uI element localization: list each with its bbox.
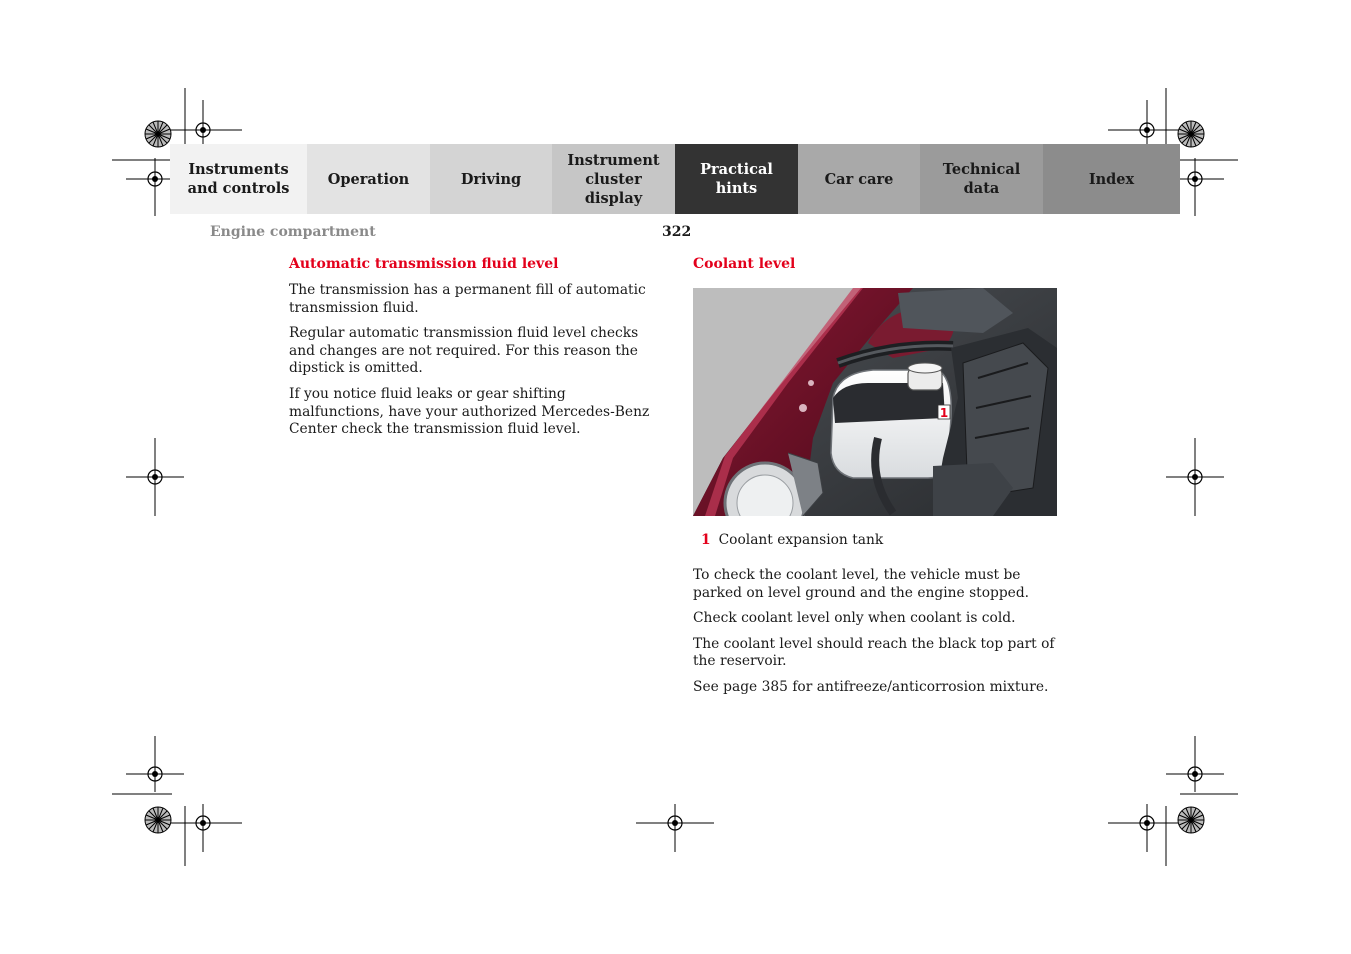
caption-text: Coolant expansion tank bbox=[718, 532, 884, 548]
figure-callout-1: 1 bbox=[939, 406, 949, 420]
paragraph: The coolant level should reach the black top part of the reservoir. bbox=[693, 635, 1055, 670]
page-number: 322 bbox=[662, 224, 692, 240]
paragraph: Regular automatic transmission fluid level checks and changes are not required. For this reason the dipstick is omitted. bbox=[289, 325, 639, 377]
paragraph: To check the coolant level, the vehicle must be parked on level ground and the engine stopped. bbox=[693, 567, 1030, 601]
tab-instrument-cluster-display[interactable]: Instrument cluster display bbox=[552, 144, 675, 214]
section-label: Engine compartment bbox=[210, 224, 376, 240]
tab-operation[interactable]: Operation bbox=[307, 144, 430, 214]
tab-driving[interactable]: Driving bbox=[430, 144, 552, 214]
heading-coolant-level: Coolant level bbox=[693, 256, 796, 272]
paragraph: If you notice fluid leaks or gear shifting malfunctions, have your authorized Mercedes-Benz Center check the transmission fluid level. bbox=[289, 385, 650, 438]
paragraph: Check coolant level only when coolant is cold. bbox=[693, 610, 1016, 627]
paragraph: The transmission has a permanent fill of automatic transmission fluid. bbox=[289, 282, 646, 316]
paragraph: See page 385 for antifreeze/anticorrosion mixture. bbox=[693, 678, 1049, 695]
tab-index[interactable]: Index bbox=[1043, 144, 1180, 214]
tab-technical-data[interactable]: Technical data bbox=[920, 144, 1043, 214]
engine-compartment-illustration bbox=[693, 288, 1057, 516]
transmission-fluid-text bbox=[289, 282, 664, 447]
caption-number: 1 bbox=[701, 532, 711, 548]
tab-practical-hints[interactable]: Practical hints bbox=[675, 144, 798, 214]
section-nav bbox=[170, 144, 1180, 214]
coolant-level-text bbox=[693, 567, 1065, 705]
tab-instruments-and-controls[interactable]: Instruments and controls bbox=[170, 144, 307, 214]
heading-transmission-fluid: Automatic transmission fluid level bbox=[289, 256, 559, 272]
figure-caption bbox=[701, 532, 883, 548]
tab-car-care[interactable]: Car care bbox=[798, 144, 920, 214]
